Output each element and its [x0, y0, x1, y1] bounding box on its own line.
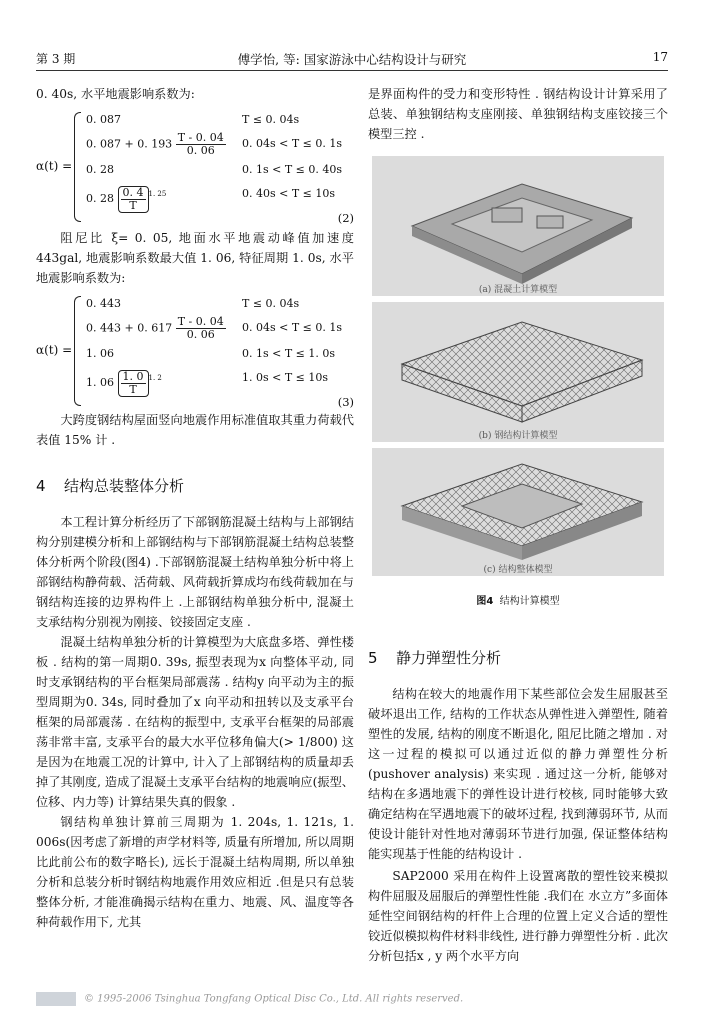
- section-4-paragraph-2: 混凝土结构单独分析的计算模型为大底盘多塔、弹性楼板 . 结构的第一周期0. 39s, 振型表现为x 向整体平动, 同时支承钢结构的平台框架局部震荡 . 结构y 向平动为主的振型周期为0. 34s, 同时叠加了x 向平动和扭转以及支承平台框架的局部震荡 . 在结构的振型中, 支承平台框架的局部震荡非常丰富, 支承平台的最大水平位移角偏大(> 1/800) 这是因为在地震工况的计算中, 计入了上部钢结构的质量却丢掉了其刚度, 造成了混凝土支承平台结构的地震响应(振型、位移、内力等) 计算结果失真的假象 .: [36, 635, 354, 809]
- figure-4b-caption: (b) 钢结构计算模型: [478, 431, 558, 441]
- equation-3: [36, 292, 354, 410]
- eq2-brace: [74, 112, 81, 222]
- figure-4-caption: 图4 结构计算模型: [476, 596, 560, 607]
- eq3-line-4: 1. 06 $\frac{1. 0}{T}$ $^{1. 2}$: [86, 369, 162, 396]
- section-5-heading: 5 静力弹塑性分析: [368, 649, 502, 667]
- eq3-brace: [74, 296, 81, 406]
- copyright-footer: © 1995-2006 Tsinghua Tongfang Optical Disc Co., Ltd. All rights reserved.: [36, 992, 463, 1006]
- section-4-paragraph-1: 本工程计算分析经历了下部钢筋混凝土结构与上部钢结构分别建模分析和上部钢结构与下部钢筋混凝土结构总装整体分析两个阶段(图4) .下部钢筋混凝土结构单独分析中将上部钢结构静荷载、活荷载、风荷载折算成均布线荷载加在与钢结构连接的边界构件上 .上部钢结构单独分析中, 混凝土支承结构分别视为刚接、铰接固定支座 .: [36, 515, 354, 629]
- steel-model-image: [372, 302, 664, 442]
- publisher-logo: [36, 992, 76, 1006]
- eq2-cond-2: 0. 04s < T ≤ 0. 1s: [242, 137, 343, 150]
- figure-4: [368, 156, 668, 586]
- figure-4a-panel: [372, 156, 664, 296]
- eq3-line-1: 0. 443: [86, 297, 121, 310]
- left-column: [36, 84, 354, 932]
- issue-label: 第 3 期: [36, 52, 76, 66]
- concrete-model-image: [372, 156, 664, 296]
- eq3-line-2: 0. 443 + 0. 617 $\frac{T - 0. 04}{0. 06}$: [86, 315, 224, 341]
- running-header: [36, 50, 668, 68]
- intro-text: 0. 40s, 水平地震影响系数为:: [36, 87, 195, 101]
- figure-4c-panel: [372, 448, 664, 576]
- eq3-cond-3: 0. 1s < T ≤ 1. 0s: [242, 347, 336, 360]
- vertical-seismic-paragraph: 大跨度钢结构屋面竖向地震作用标准值取其重力荷载代表值 15% 计 .: [36, 413, 354, 447]
- eq3-number: (3): [337, 395, 354, 409]
- eq2-cond-4: 0. 40s < T ≤ 10s: [242, 187, 336, 200]
- section-4-paragraph-3: 钢结构单独计算前三周期为 1. 204s, 1. 121s, 1. 006s(因考虑了新增的声学材料等, 质量有所增加, 所以周期比此前公布的数字略长), 远长于混凝土结构周期, 所以单独分析和总装分析时钢结构地震作用效应相近 .但是只有总装整体分析, 才能准确揭示结构在重力、地震、风、温度等各种荷载作用下, 尤其: [36, 815, 354, 929]
- eq2-line-4: 0. 28 $\frac{0. 4}{T}$ $^{1. 25}$: [86, 185, 167, 212]
- figure-4c-caption: (c) 结构整体模型: [483, 565, 553, 575]
- eq2-number: (2): [337, 211, 354, 225]
- running-title: 傅学怡, 等: 国家游泳中心结构设计与研究: [237, 52, 467, 67]
- eq2-line-2: 0. 087 + 0. 193 $\frac{T - 0. 04}{0. 06}$: [86, 131, 224, 157]
- section-5-paragraph-2: SAP2000 采用在构件上设置离散的塑性铰来模拟构件屈服及屈服后的弹塑性性能 .我们在 水立方”多面体延性空间钢结构的杆件上合理的位置上定义合适的塑性铰近似模拟构件材料非线性, 进行静力弹塑性分析 . 此次分析包括x , y 两个水平方向: [368, 869, 668, 963]
- page-number: 17: [652, 50, 668, 64]
- eq2-line-3: 0. 28: [86, 163, 114, 176]
- eq2-line-1: 0. 087: [86, 113, 121, 126]
- eq2-cond-1: T ≤ 0. 04s: [242, 113, 300, 126]
- eq3-fraction: $\frac{T - 0. 04}{0. 06}$: [177, 315, 224, 341]
- interface-paragraph: 是界面构件的受力和变形特性 . 钢结构设计计算采用了总装、单独钢结构支座刚接、单独钢结构支座铰接三个模型三控 .: [368, 87, 668, 141]
- damping-paragraph: 阻尼比 ξ= 0. 05, 地面水平地震动峰值加速度 443gal, 地震影响系数最大值 1. 06, 特征周期 1. 0s, 水平地震影响系数为:: [36, 231, 354, 285]
- header-rule: [36, 70, 668, 71]
- eq2-lhs: α(t) =: [36, 159, 73, 173]
- section-4-heading: 4 结构总装整体分析: [36, 477, 185, 495]
- eq2-cond-3: 0. 1s < T ≤ 0. 40s: [242, 163, 343, 176]
- eq2-fraction: $\frac{T - 0. 04}{0. 06}$: [177, 131, 224, 157]
- section-5-paragraph-1: 结构在较大的地震作用下某些部位会发生屈服甚至破坏退出工作, 结构的工作状态从弹性进入弹塑性, 随着塑性的发展, 结构的刚度不断退化, 阻尼比随之增加 . 对这一过程的模拟可以通过近似的静力弹塑性分析(pushover analysis) 来实现 . 通过这一分析, 能够对结构在多遇地震下的弹性设计进行校核, 同时能够大致确定结构在罕遇地震下的破坏过程, 找到薄弱环节, 从而使设计能针对性地对薄弱环节进行加强, 保证整体结构能实现基于性能的结构设计 .: [368, 687, 668, 861]
- overall-model-image: [372, 448, 664, 576]
- figure-4b-panel: [372, 302, 664, 442]
- eq3-line-3: 1. 06: [86, 347, 114, 360]
- eq3-lhs: α(t) =: [36, 343, 73, 357]
- eq3-cond-1: T ≤ 0. 04s: [242, 297, 300, 310]
- right-column: [368, 84, 668, 966]
- eq3-cond-2: 0. 04s < T ≤ 0. 1s: [242, 321, 343, 334]
- eq3-cond-4: 1. 0s < T ≤ 10s: [242, 371, 329, 384]
- equation-2: [36, 108, 354, 226]
- figure-4a-caption: (a) 混凝土计算模型: [478, 285, 558, 295]
